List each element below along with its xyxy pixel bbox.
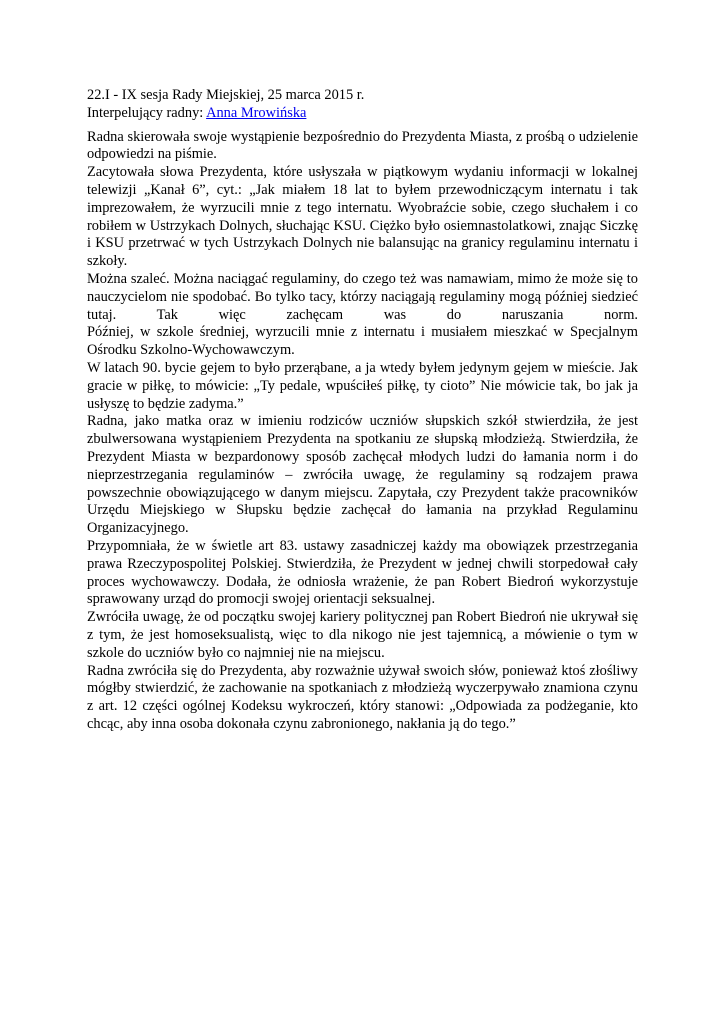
paragraph-quote-dormitory: Później, w szkole średniej, wyrzucili mnie z internatu i musiałem mieszkać w Specjalnym Ośrodku Szkolno-Wychowawczym. <box>87 324 638 359</box>
paragraph-constitution: Przypomniała, że w świetle art 83. ustawy zasadniczej każdy ma obowiązek przestrzegania prawa Rzeczypospolitej Polskiej. Stwierdziła, że Prezydent w jednej chwili storpedował cały proces wychowawczy. Dodała, że odniosła wrażenie, że pan Robert Biedroń wykorzystuje sprawowany urząd do promocji swojej orientacji seksualnej. <box>87 537 638 608</box>
paragraph-quote-regulations: Można szaleć. Można naciągać regulaminy, do czego też was namawiam, mimo że może się to nauczycielom nie spodobać. Bo tylko tacy, którzy naciągają regulaminy mogą później siedzieć tutaj. Tak więc zachęcam was do naruszania norm. <box>87 270 638 323</box>
interpellant-line <box>87 105 638 123</box>
paragraph-request: Radna skierowała swoje wystąpienie bezpośrednio do Prezydenta Miasta, z prośbą o udzielenie odpowiedzi na piśmie. <box>87 128 638 163</box>
interpellant-name-link[interactable]: Anna Mrowińska <box>206 104 307 121</box>
paragraph-mother-statement: Radna, jako matka oraz w imieniu rodziców uczniów słupskich szkół stwierdziła, że jest zbulwersowana wystąpieniem Prezydenta na spotkaniu ze słupską młodzieżą. Stwierdziła, że Prezydent Miasta w bezpardonowy sposób zachęcał młodych ludzi do łamania norm i do nieprzestrzegania regulaminów – zwróciła uwagę, że regulaminy są rodzajem prawa powszechnie obowiązującego w danym miejscu. Zapytała, czy Prezydent także pracowników Urzędu Miejskiego w Słupsku będzie zachęcał do łamania na przykład Regulaminu Organizacyjnego. <box>87 413 638 537</box>
interpellant-label: Interpelujący radny: <box>87 104 207 121</box>
paragraph-code-of-offences: Radna zwróciła się do Prezydenta, aby rozważnie używał swoich słów, ponieważ ktoś złośliwy mógłby stwierdzić, że zachowanie na spotkaniach z młodzieżą wyczerpywało znamiona czynu z art. 12 części ogólnej Kodeksu wykroczeń, który stanowi: „Odpowiada za podżeganie, kto chcąc, aby inna osoba dokonała czynu zabronionego, nakłania ją do tego.” <box>87 662 638 732</box>
paragraph-quote-intro: Zacytowała słowa Prezydenta, które usłyszała w piątkowym wydaniu informacji w lokalnej telewizji „Kanał 6”, cyt.: „Jak miałem 18 lat to byłem przewodniczącym internatu i tak imprezowałem, że wyrzucili mnie z tego internatu. Wyobraźcie sobie, czego słuchałem i co robiłem w Ustrzykach Dolnych, słuchając KSU. Ciężko było osiemnastolatkowi, znając Siczkę i KSU przetrwać w tych Ustrzykach Dolnych nie balansując na granicy regulaminu internatu i szkoły. <box>87 164 638 270</box>
paragraph-career: Zwróciła uwagę, że od początku swojej kariery politycznej pan Robert Biedroń nie ukrywał się z tym, że jest homoseksualistą, więc to dla nikogo nie jest tajemnicą, a mówienie o tym w szkole do uczniów było co najmniej nie na miejscu. <box>87 609 638 661</box>
session-line: 22.I - IX sesja Rady Miejskiej, 25 marca 2015 r. <box>87 87 365 103</box>
paragraph-quote-nineties: W latach 90. bycie gejem to było przerąbane, a ja wtedy byłem jedynym gejem w mieście. Jak gracie w piłkę, to mówicie: „Ty pedale, wpuściłeś piłkę, ty cioto” Nie mówicie tak, bo jak ja usłyszę to będzie zadyma.” <box>87 359 638 412</box>
document-page <box>87 87 638 734</box>
